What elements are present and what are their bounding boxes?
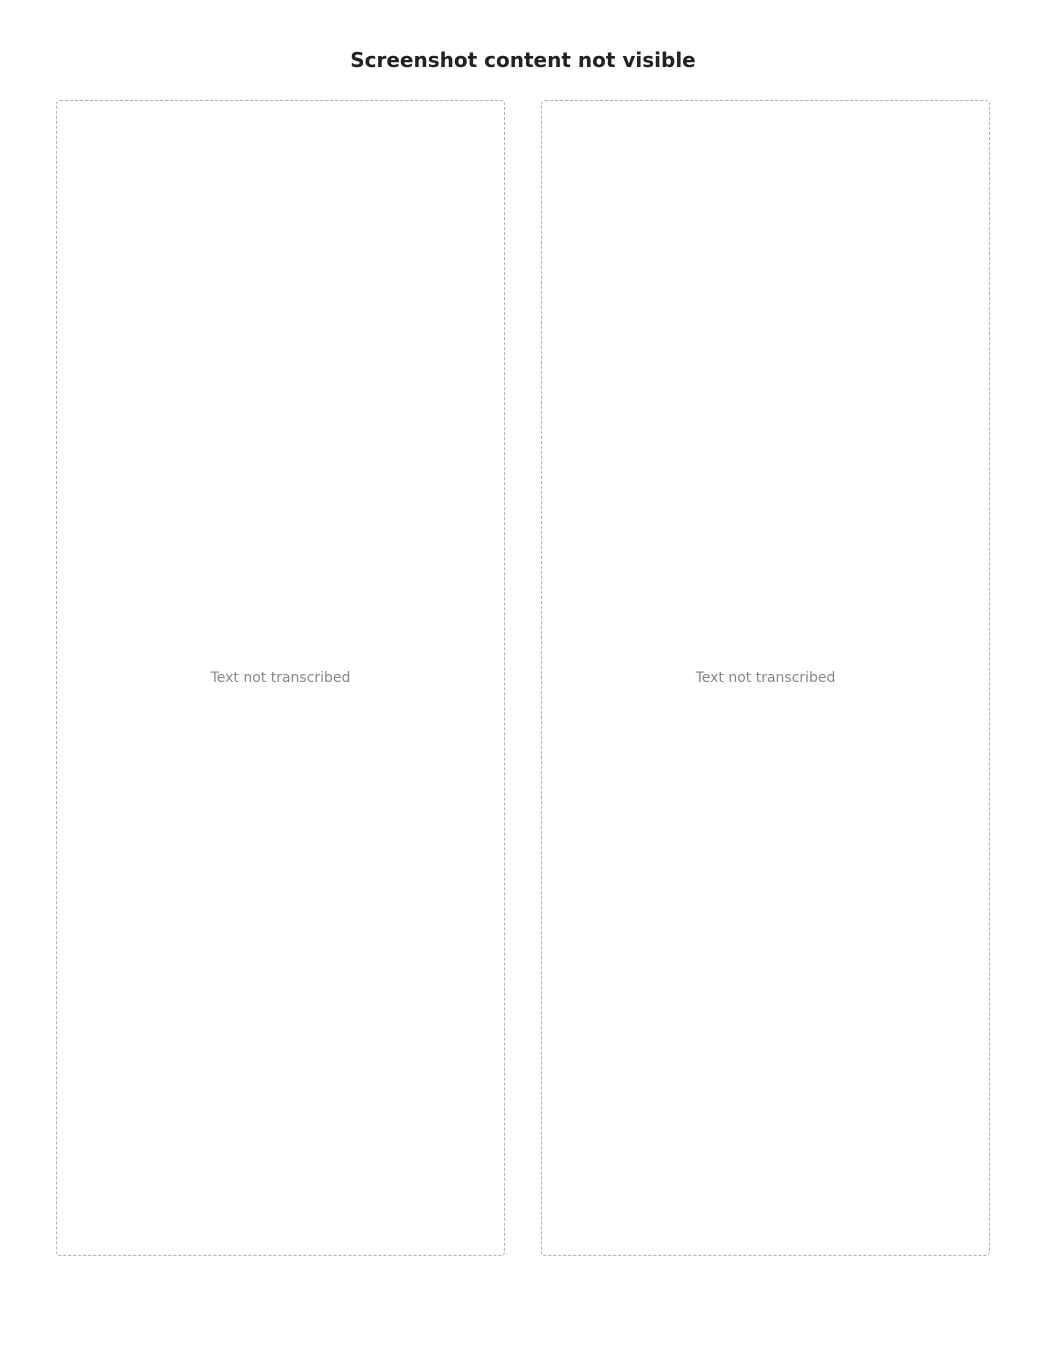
- text-columns: [56, 100, 990, 1256]
- page-title: Screenshot content not visible: [350, 48, 696, 72]
- right-column-placeholder: Text not transcribed: [541, 100, 990, 1256]
- left-column-placeholder: Text not transcribed: [56, 100, 505, 1256]
